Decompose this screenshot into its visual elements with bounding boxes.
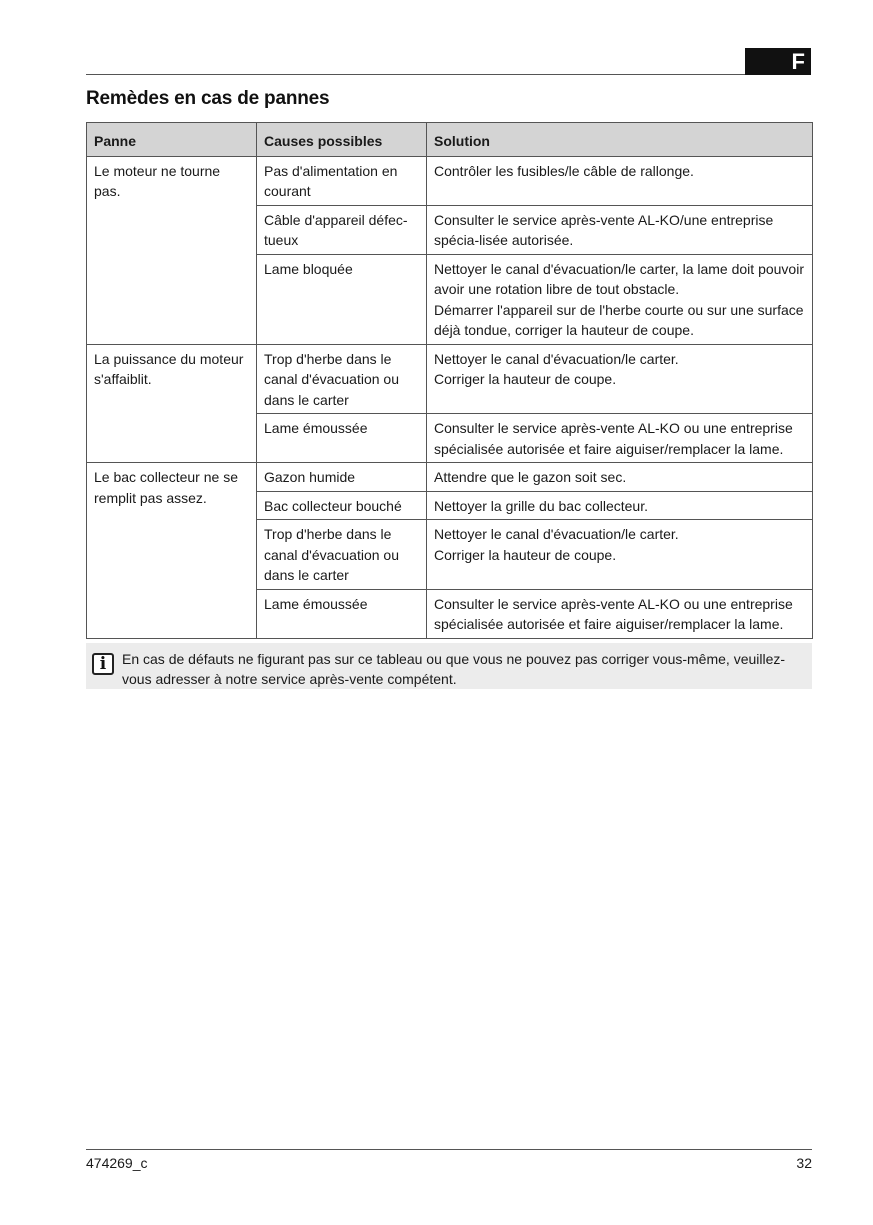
solution-cell: [427, 414, 813, 463]
solution-line: Nettoyer la grille du bac collecteur.: [434, 497, 648, 514]
cause-cell: Trop d'herbe dans le canal d'évacuation ou dans le carter: [257, 344, 427, 414]
solution-cell: [427, 520, 813, 590]
language-tab: F: [745, 48, 811, 75]
cause-cell: Gazon humide: [257, 463, 427, 492]
table-row: [87, 156, 813, 205]
info-note: [86, 643, 812, 689]
info-note-text: En cas de défauts ne figurant pas sur ce tableau ou que vous ne pouvez pas corriger vous-même, veuillez-vous adresser à notre service après-vente compétent.: [122, 651, 786, 687]
solution-cell: [427, 254, 813, 344]
solution-line: Démarrer l'appareil sur de l'herbe courte ou sur une surface déjà tondue, corriger la hauteur de coupe.: [434, 301, 804, 338]
footer-rule: [86, 1149, 812, 1150]
solution-cell: [427, 463, 813, 492]
cause-cell: Bac collecteur bouché: [257, 491, 427, 520]
solution-line: Corriger la hauteur de coupe.: [434, 546, 617, 563]
table-header-row: [87, 123, 813, 157]
cause-cell: Lame bloquée: [257, 254, 427, 344]
solution-line: Nettoyer le canal d'évacuation/le carter, la lame doit pouvoir avoir une rotation libre de tout obstacle.: [434, 260, 804, 297]
cause-cell: Lame émoussée: [257, 414, 427, 463]
solution-cell: [427, 491, 813, 520]
column-header-panne: Panne: [87, 123, 257, 157]
solution-line: Nettoyer le canal d'évacuation/le carter.: [434, 350, 679, 367]
cause-cell: Trop d'herbe dans le canal d'évacuation ou dans le carter: [257, 520, 427, 590]
table-row: [87, 463, 813, 492]
column-header-solution: Solution: [427, 123, 813, 157]
header-rule: [86, 74, 745, 75]
troubleshooting-table: [86, 122, 813, 639]
solution-cell: [427, 156, 813, 205]
panne-cell: Le bac collecteur ne se remplit pas assez.: [87, 463, 257, 639]
info-icon: i: [92, 653, 114, 675]
panne-cell: La puissance du moteur s'affaiblit.: [87, 344, 257, 463]
cause-cell: Lame émoussée: [257, 589, 427, 638]
solution-cell: [427, 205, 813, 254]
table-row: [87, 344, 813, 414]
page-title: Remèdes en cas de pannes: [86, 88, 330, 109]
solution-line: Nettoyer le canal d'évacuation/le carter.: [434, 526, 679, 542]
solution-line: Consulter le service après-vente AL-KO ou une entreprise spécialisée autorisée et faire aiguiser/remplacer la lame.: [434, 420, 793, 457]
panne-cell: Le moteur ne tourne pas.: [87, 156, 257, 344]
solution-line: Consulter le service après-vente AL-KO ou une entreprise spécialisée autorisée et faire aiguiser/remplacer la lame.: [434, 595, 793, 632]
page-number: 32: [796, 1155, 812, 1171]
solution-cell: [427, 589, 813, 638]
solution-cell: [427, 344, 813, 414]
cause-cell: Câble d'appareil défec-tueux: [257, 205, 427, 254]
column-header-causes: Causes possibles: [257, 123, 427, 157]
solution-line: Attendre que le gazon soit sec.: [434, 469, 627, 485]
cause-cell: Pas d'alimentation en courant: [257, 156, 427, 205]
solution-line: Corriger la hauteur de coupe.: [434, 371, 617, 387]
document-code: 474269_c: [86, 1155, 148, 1171]
solution-line: Consulter le service après-vente AL-KO/une entreprise spécia-lisée autorisée.: [434, 211, 774, 248]
solution-line: Contrôler les fusibles/le câble de rallonge.: [434, 162, 694, 179]
